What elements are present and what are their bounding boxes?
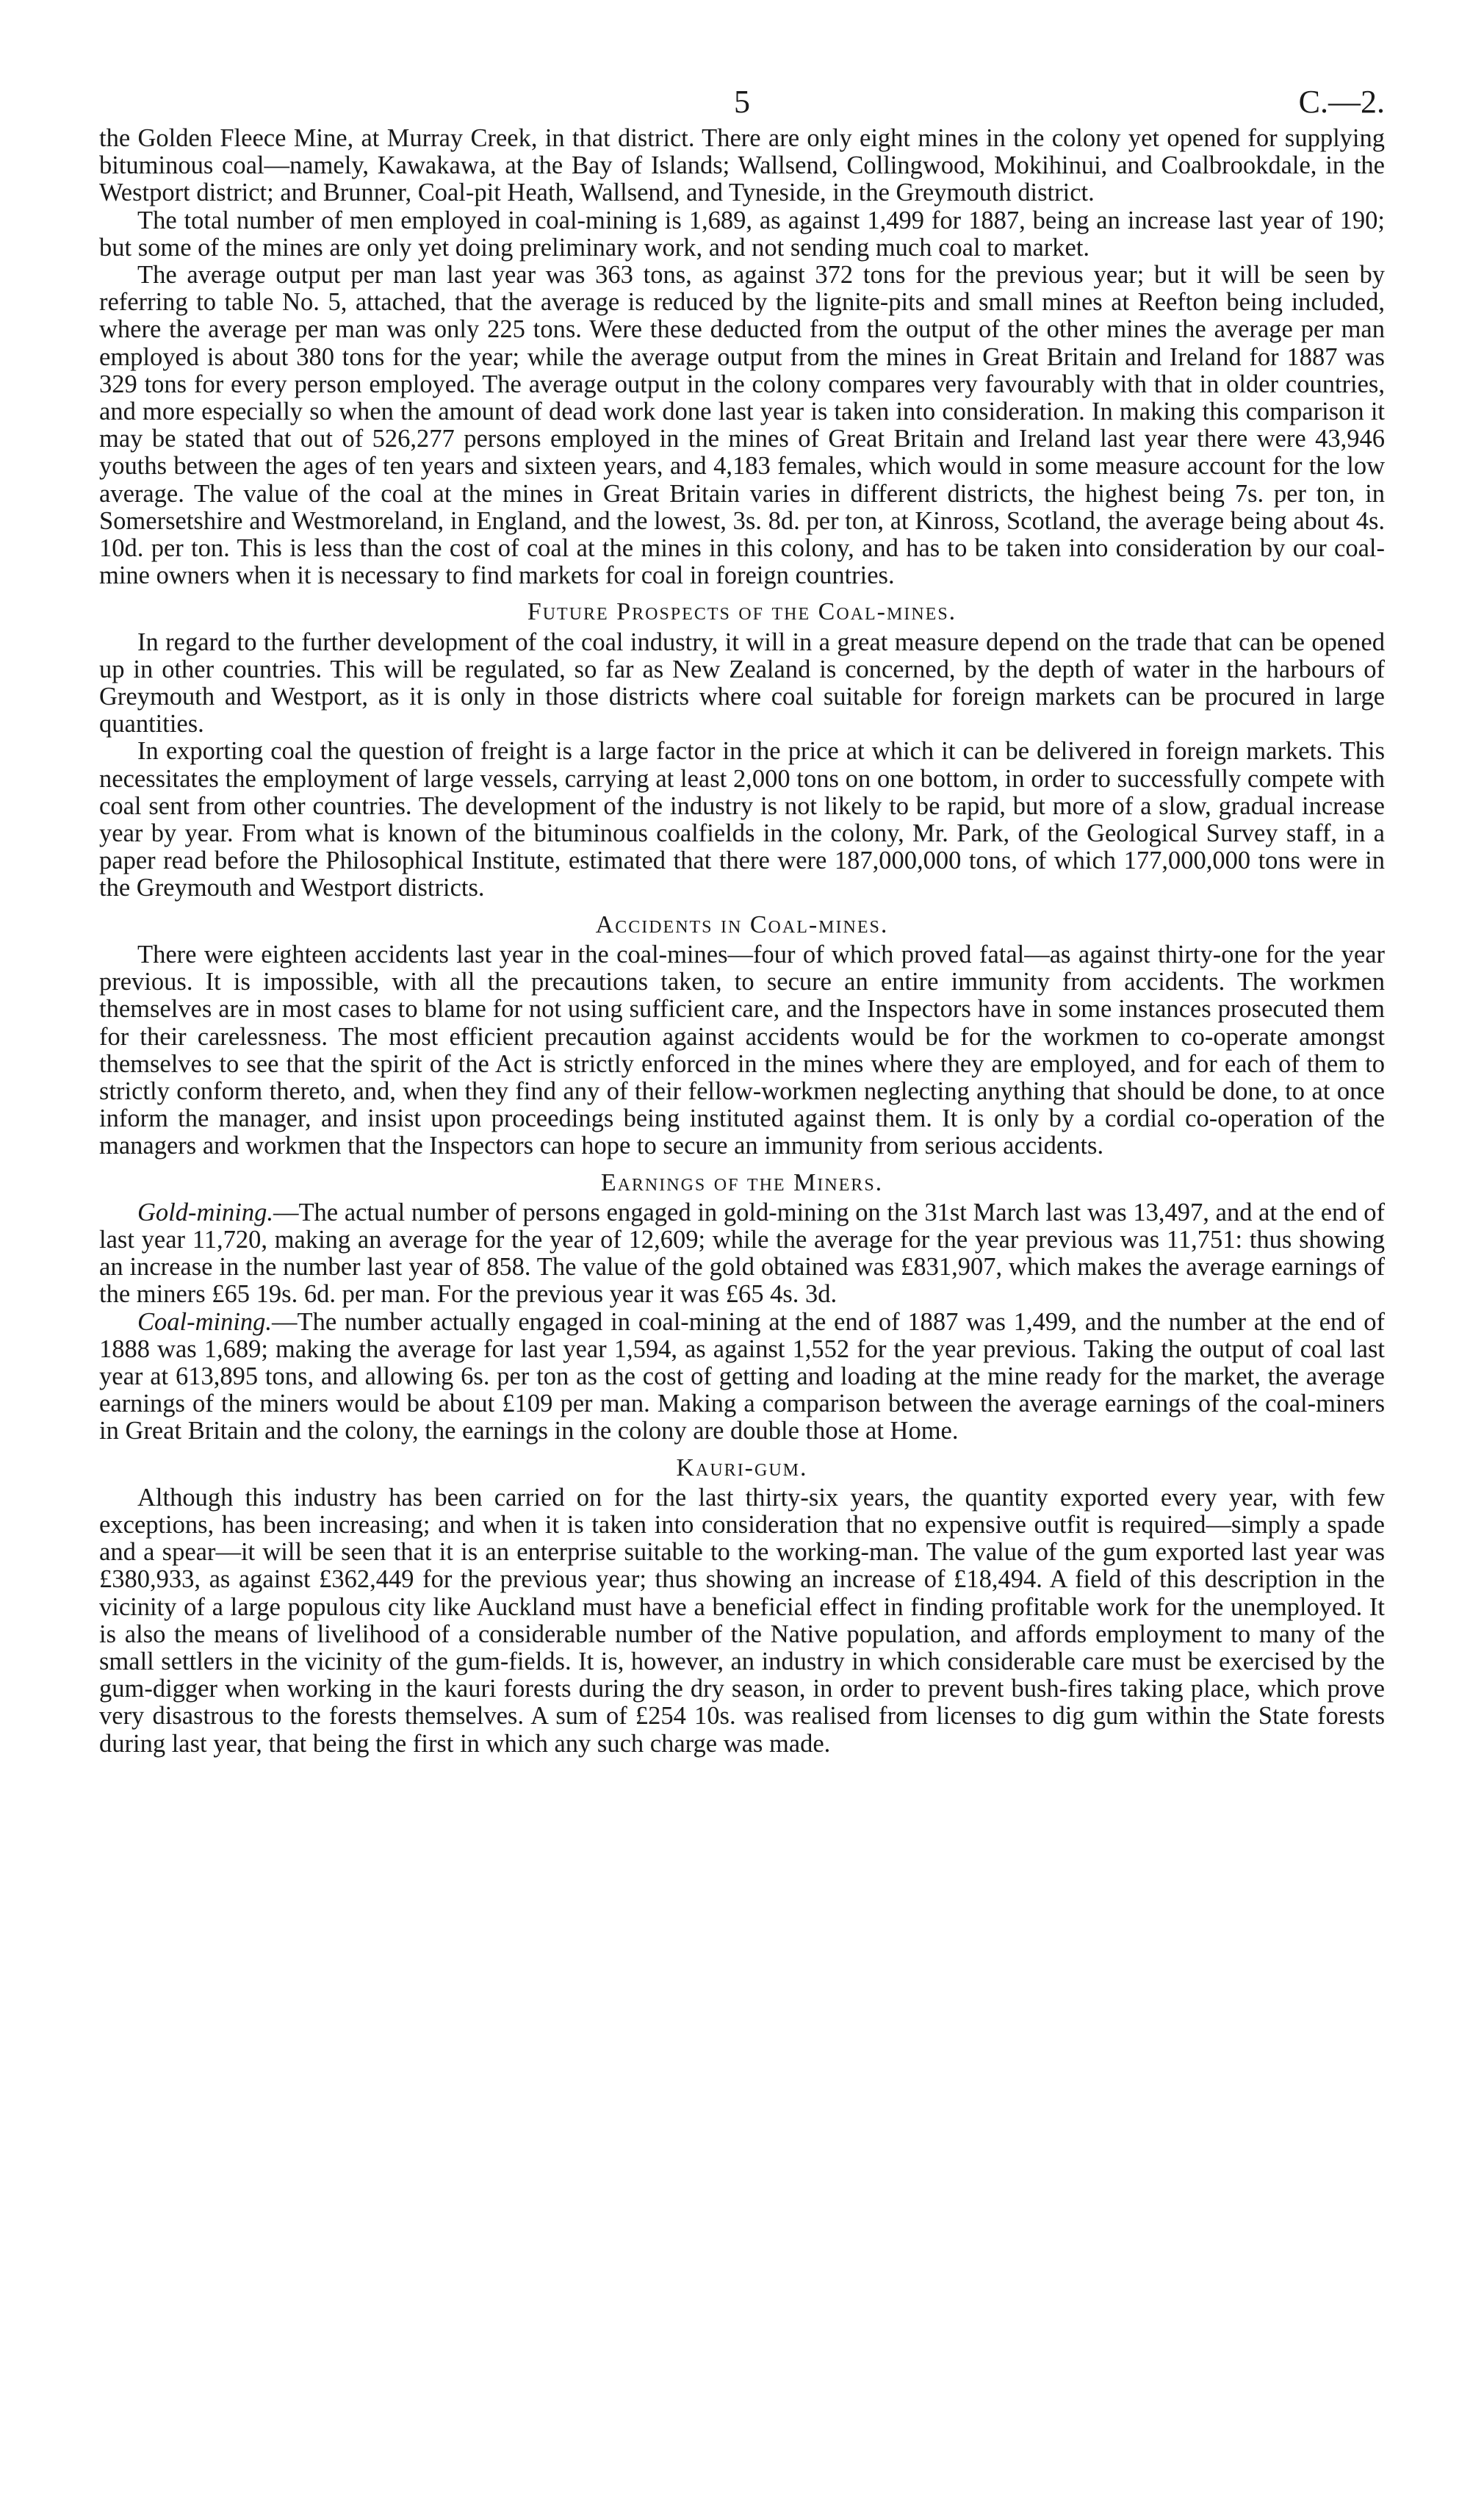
paragraph: The total number of men employed in coal-mining is 1,689, as against 1,499 for 1887, being an increase last year of 190; but some of the mines are only yet doing preliminary work, and not sending much coal to market. (99, 206, 1385, 262)
section-accidents (99, 911, 1385, 1160)
paragraph-lead: Gold-mining. (137, 1198, 273, 1226)
section-future-prospects (99, 598, 1385, 902)
section-earnings (99, 1169, 1385, 1445)
page-header (99, 81, 1385, 125)
paragraph (99, 1309, 1385, 1445)
paragraph: In regard to the further development of the coal industry, it will in a great measure depend on the trade that can be opened up in other countries. This will be regulated, so far as New Zealand is concerned, by the depth of water in the harbours of Greymouth and Westport, as it is only in those districts where coal suitable for foreign markets can be procured in large quantities. (99, 628, 1385, 739)
paragraph: There were eighteen accidents last year in the coal-mines—four of which proved fatal—as against thirty-one for the year previous. It is impossible, with all the precautions taken, to secure an entire immunity from accidents. The workmen themselves are in most cases to blame for not using sufficient care, and the Inspectors have in some instances prosecuted them for their carelessness. The most efficient precaution against accidents would be for the workmen to co-operate amongst themselves to see that the spirit of the Act is strictly enforced in the mines where they are employed, and for each of them to strictly conform thereto, and, when they find any of their fellow-workmen neglecting anything that should be done, to at once inform the manager, and insist upon proceedings being instituted against them. It is only by a cordial co-operation of the managers and workmen that the Inspectors can hope to secure an immunity from serious accidents. (99, 940, 1385, 1160)
paragraph: Although this industry has been carried on for the last thirty-six years, the quantity exported every year, with few exceptions, has been increasing; and when it is taken into consideration that no expensive outfit is required—simply a spade and a spear—it will be seen that it is an enterprise suitable to the working-man. The value of the gum exported last year was £380,933, as against £362,449 for the previous year; thus showing an increase of £18,494. A field of this description in the vicinity of a large populous city like Auckland must have a beneficial effect in finding profitable work for the unemployed. It is also the means of livelihood of a considerable number of the Native population, and affords employment to many of the small settlers in the vicinity of the gum-fields. It is, however, an industry in which considerable care must be exercised by the gum-digger when working in the kauri forests during the dry season, in order to prevent bush-fires taking place, which prove very disastrous to the forests themselves. A sum of £254 10s. was realised from licenses to dig gum within the State forests during last year, that being the first in which any such charge was made. (99, 1483, 1385, 1758)
section-kauri-gum (99, 1454, 1385, 1758)
section-heading: Future Prospects of the Coal-mines. (527, 598, 957, 626)
page-number: 5 (734, 84, 750, 120)
paragraph-lead: Coal-mining. (137, 1307, 273, 1336)
paragraph-text: —The actual number of persons engaged in gold-mining on the 31st March last was 13,497, and at the end of last year 11,720, making an average for the year of 12,609; while the average for the year previous was 11,751: thus showing an increase in the number last year of 858. The value of the gold obtained was £831,907, which makes the average earnings of the miners £65 19s. 6d. per man. For the previous year it was £65 4s. 3d. (99, 1198, 1385, 1309)
section-intro (99, 125, 1385, 589)
paragraph: the Golden Fleece Mine, at Murray Creek, in that district. There are only eight mines in the colony yet opened for supplying bituminous coal—namely, Kawakawa, at the Bay of Islands; Wallsend, Collingwood, Mokihinui, and Coalbrookdale, in the Westport district; and Brunner, Coal-pit Heath, Wallsend, and Tyneside, in the Greymouth district. (99, 124, 1385, 207)
section-heading: Earnings of the Miners. (600, 1168, 884, 1196)
paragraph: In exporting coal the question of freight is a large factor in the price at which it can be delivered in foreign markets. This necessitates the employment of large vessels, carrying at least 2,000 tons on one bottom, in order to successfully compete with coal sent from other countries. The development of the industry is not likely to be rapid, but more of a slow, gradual increase year by year. From what is known of the bituminous coalfields in the colony, Mr. Park, of the Geological Survey staff, in a paper read before the Philosophical Institute, estimated that there were 187,000,000 tons, of which 177,000,000 tons were in the Greymouth and Westport districts. (99, 737, 1385, 902)
document-reference: C.—2. (1298, 84, 1385, 120)
paragraph (99, 1199, 1385, 1309)
paragraph: The average output per man last year was 363 tons, as against 372 tons for the previous year; but it will be seen by referring to table No. 5, attached, that the average is reduced by the lignite-pits and small mines at Reefton being included, where the average per man was only 225 tons. Were these deducted from the output of the other mines the average per man employed is about 380 tons for the year; while the average output from the mines in Great Britain and Ireland for 1887 was 329 tons for every person employed. The average output in the colony compares very favourably with that in older countries, and more especially so when the amount of dead work done last year is taken into consideration. In making this comparison it may be stated that out of 526,277 persons employed in the mines of Great Britain and Ireland last year there were 43,946 youths between the ages of ten years and sixteen years, and 4,183 females, which would in some measure account for the low average. The value of the coal at the mines in Great Britain varies in different districts, the highest being 7s. per ton, in Somersetshire and Westmoreland, in England, and the lowest, 3s. 8d. per ton, at Kinross, Scotland, the average being about 4s. 10d. per ton. This is less than the cost of coal at the mines in this colony, and has to be taken into consideration by our coal-mine owners when it is necessary to find markets for coal in foreign countries. (99, 261, 1385, 590)
document-page (99, 81, 1385, 1758)
section-heading: Kauri-gum. (676, 1454, 808, 1481)
paragraph-text: —The number actually engaged in coal-mining at the end of 1887 was 1,499, and the number at the end of 1888 was 1,689; making the average for last year 1,594, as against 1,552 for the year previous. Taking the output of coal last year at 613,895 tons, and allowing 6s. per ton as the cost of getting and loading at the mine ready for the market, the average earnings of the miners would be about £109 per man. Making a comparison between the average earnings of the coal-miners in Great Britain and the colony, the earnings in the colony are double those at Home. (99, 1307, 1385, 1445)
section-heading: Accidents in Coal-mines. (595, 910, 889, 938)
